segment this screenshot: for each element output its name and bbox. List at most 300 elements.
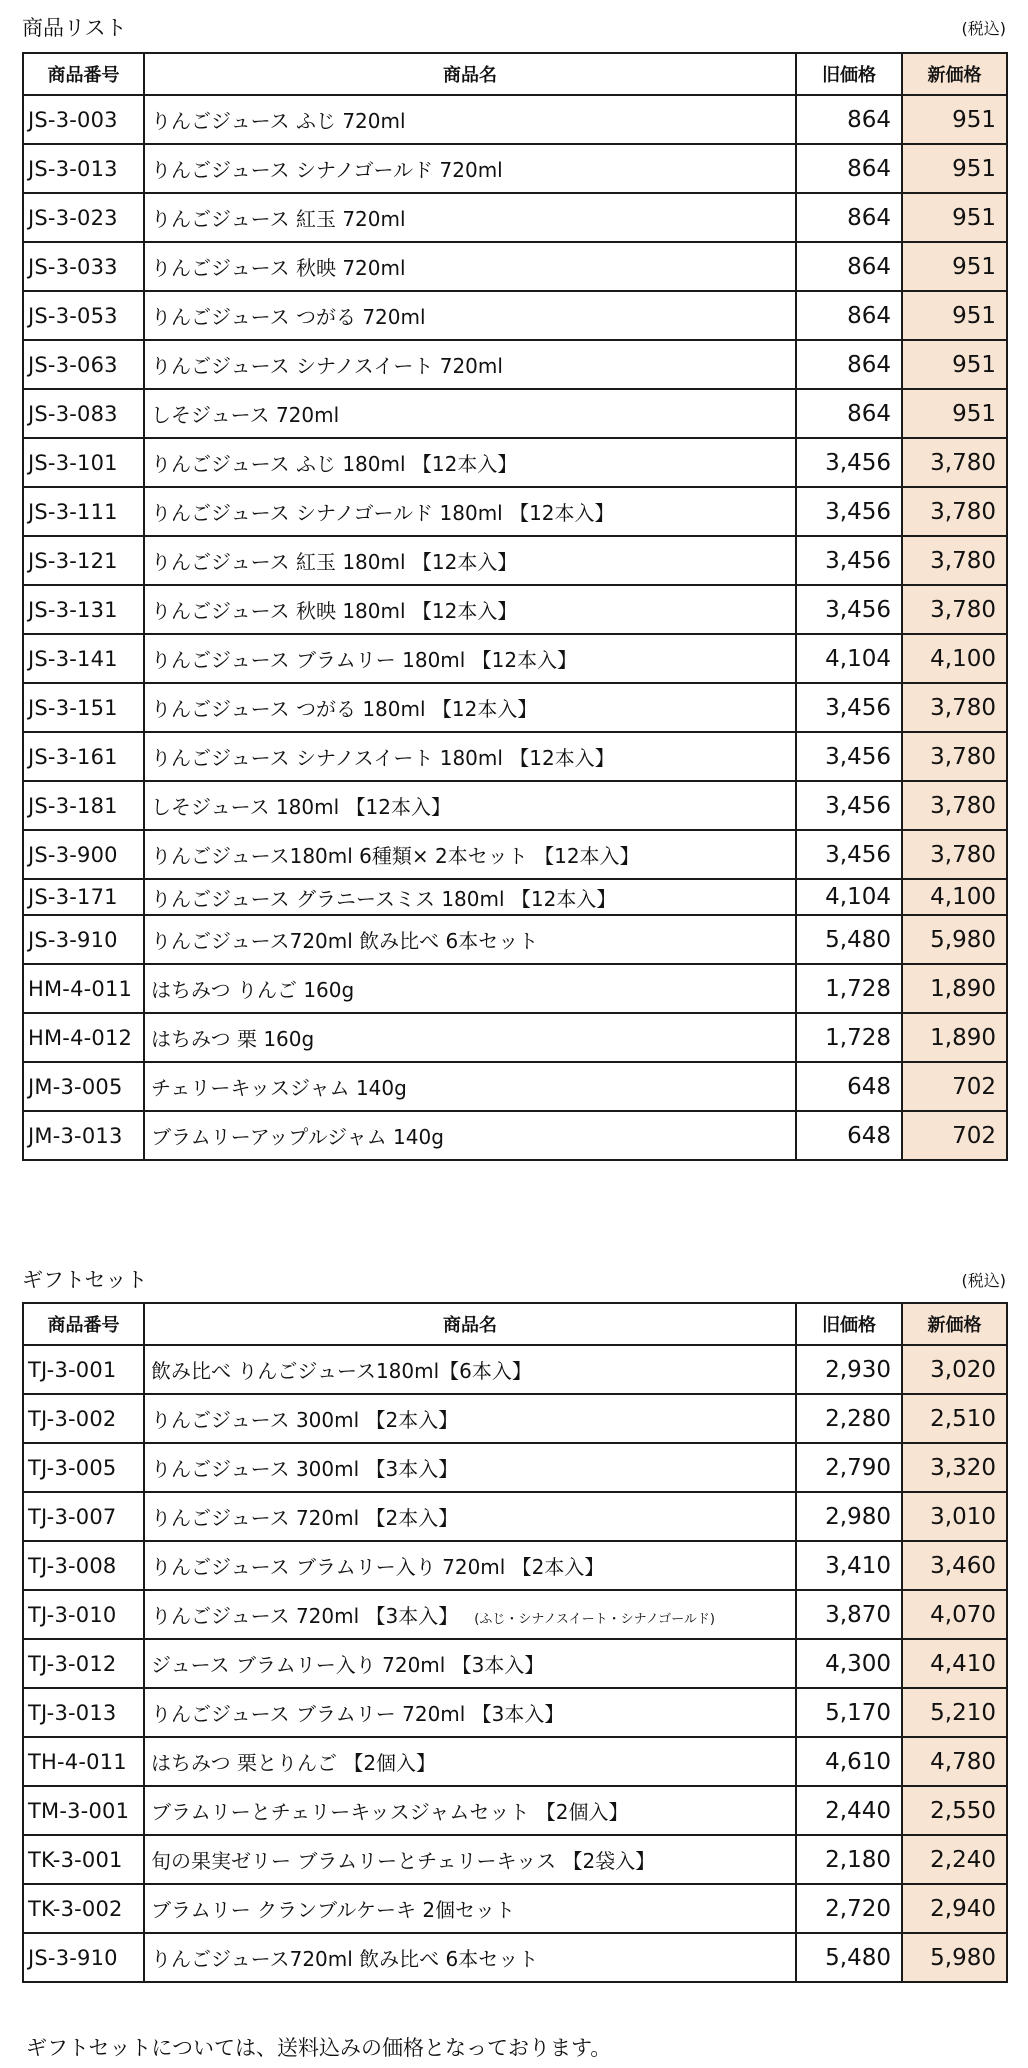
product-name-text: はちみつ 栗 160g [151, 1027, 315, 1051]
old-price-text: 3,456 [825, 449, 891, 476]
old-price-text: 3,456 [825, 498, 891, 525]
product-code-cell [23, 193, 144, 242]
new-price-cell [902, 291, 1007, 340]
new-price-text: 3,780 [930, 449, 996, 476]
new-price-cell [902, 1786, 1007, 1835]
section-title: ギフトセット [22, 1268, 148, 1292]
header-code: 商品番号 [23, 53, 144, 95]
old-price-cell [796, 193, 902, 242]
new-price-text: 2,510 [930, 1405, 996, 1432]
table-row [23, 915, 1007, 964]
old-price-cell [796, 1492, 902, 1541]
product-code-cell [23, 1541, 144, 1590]
product-code-cell [23, 340, 144, 389]
new-price-cell [902, 487, 1007, 536]
product-code-text: JM-3-013 [28, 1123, 123, 1148]
new-price-cell [902, 1835, 1007, 1884]
product-name-cell [144, 1835, 796, 1884]
product-name-cell [144, 1443, 796, 1492]
new-price-cell [902, 1062, 1007, 1111]
new-price-text: 3,780 [930, 841, 996, 868]
old-price-text: 864 [847, 204, 891, 231]
product-name-text: りんごジュース 300ml 【3本入】 [151, 1457, 459, 1481]
table-row [23, 95, 1007, 144]
product-table [22, 52, 1008, 1161]
product-code-cell [23, 879, 144, 915]
product-name-text: りんごジュース180ml 6種類× 2本セット 【12本入】 [151, 844, 640, 868]
new-price-text: 4,100 [930, 884, 996, 910]
old-price-cell [796, 242, 902, 291]
product-name-cell [144, 1590, 796, 1639]
section-title: 商品リスト [22, 16, 127, 40]
product-code-cell [23, 1884, 144, 1933]
product-name-text: しそジュース 180ml 【12本入】 [151, 795, 451, 819]
table-row [23, 1835, 1007, 1884]
new-price-cell [902, 1492, 1007, 1541]
product-code-text: TM-3-001 [28, 1798, 130, 1823]
new-price-text: 3,010 [930, 1503, 996, 1530]
product-code-cell [23, 1345, 144, 1394]
table-row [23, 1394, 1007, 1443]
old-price-text: 3,456 [825, 596, 891, 623]
old-price-cell [796, 1786, 902, 1835]
table-row [23, 732, 1007, 781]
product-name-cell [144, 1688, 796, 1737]
product-name-text: りんごジュース シナノゴールド 180ml 【12本入】 [151, 501, 615, 525]
old-price-cell [796, 536, 902, 585]
old-price-text: 2,980 [825, 1503, 891, 1530]
product-name-text: りんごジュース 紅玉 720ml [151, 207, 406, 231]
product-code-text: TJ-3-012 [28, 1651, 117, 1676]
new-price-text: 951 [952, 302, 996, 329]
new-price-cell [902, 964, 1007, 1013]
product-name-text: 旬の果実ゼリー ブラムリーとチェリーキッス 【2袋入】 [151, 1849, 656, 1873]
old-price-text: 648 [847, 1122, 891, 1149]
product-name-cell [144, 144, 796, 193]
product-code-text: JS-3-900 [28, 842, 118, 867]
product-code-cell [23, 144, 144, 193]
product-code-text: TJ-3-008 [28, 1553, 117, 1578]
new-price-text: 4,070 [930, 1601, 996, 1628]
product-code-cell [23, 536, 144, 585]
product-code-text: JS-3-023 [28, 205, 118, 230]
table-header-row [23, 1303, 1007, 1345]
new-price-cell [902, 1013, 1007, 1062]
old-price-cell [796, 291, 902, 340]
new-price-text: 5,980 [930, 926, 996, 953]
table-row [23, 1492, 1007, 1541]
new-price-text: 3,780 [930, 694, 996, 721]
product-name-cell [144, 1933, 796, 1982]
product-code-text: TJ-3-007 [28, 1504, 117, 1529]
new-price-text: 3,780 [930, 498, 996, 525]
product-code-cell [23, 1835, 144, 1884]
product-name-cell [144, 1394, 796, 1443]
product-code-cell [23, 585, 144, 634]
product-code-cell [23, 830, 144, 879]
new-price-cell [902, 389, 1007, 438]
product-code-cell [23, 781, 144, 830]
table-row [23, 144, 1007, 193]
new-price-cell [902, 915, 1007, 964]
old-price-cell [796, 340, 902, 389]
old-price-cell [796, 144, 902, 193]
new-price-cell [902, 1394, 1007, 1443]
product-code-text: JS-3-033 [28, 254, 118, 279]
old-price-cell [796, 732, 902, 781]
product-code-cell [23, 1590, 144, 1639]
old-price-cell [796, 1688, 902, 1737]
old-price-cell [796, 1443, 902, 1492]
old-price-cell [796, 1111, 902, 1160]
product-name-cell [144, 193, 796, 242]
product-code-text: TJ-3-001 [28, 1357, 117, 1382]
new-price-cell [902, 95, 1007, 144]
old-price-text: 1,728 [825, 975, 891, 1002]
product-code-text: TJ-3-013 [28, 1700, 117, 1725]
product-code-cell [23, 1394, 144, 1443]
product-code-cell [23, 915, 144, 964]
new-price-cell [902, 438, 1007, 487]
old-price-cell [796, 915, 902, 964]
old-price-cell [796, 1345, 902, 1394]
table-row [23, 340, 1007, 389]
product-code-text: HM-4-012 [28, 1025, 133, 1050]
product-name-cell [144, 1013, 796, 1062]
product-name-cell [144, 1639, 796, 1688]
old-price-text: 864 [847, 155, 891, 182]
product-code-text: JS-3-181 [28, 793, 118, 818]
product-name-cell [144, 634, 796, 683]
header-new-price: 新価格 [902, 1303, 1007, 1345]
table-row [23, 487, 1007, 536]
product-name-text: りんごジュース ふじ 720ml [151, 109, 406, 133]
old-price-cell [796, 1013, 902, 1062]
new-price-cell [902, 732, 1007, 781]
product-code-text: HM-4-011 [28, 976, 133, 1001]
table-header-row [23, 53, 1007, 95]
product-code-text: TJ-3-005 [28, 1455, 117, 1480]
product-code-cell [23, 95, 144, 144]
table-row [23, 1884, 1007, 1933]
new-price-cell [902, 683, 1007, 732]
product-code-cell [23, 1111, 144, 1160]
product-code-text: JS-3-141 [28, 646, 118, 671]
product-name-cell [144, 830, 796, 879]
old-price-cell [796, 1639, 902, 1688]
product-name-cell [144, 1345, 796, 1394]
old-price-text: 3,456 [825, 841, 891, 868]
old-price-text: 2,930 [825, 1356, 891, 1383]
table-row [23, 1786, 1007, 1835]
table-row [23, 1590, 1007, 1639]
product-code-cell [23, 389, 144, 438]
product-name-cell [144, 1541, 796, 1590]
product-name-cell [144, 964, 796, 1013]
product-section-header [22, 10, 1006, 44]
product-name-cell [144, 340, 796, 389]
header-name: 商品名 [144, 53, 796, 95]
old-price-cell [796, 683, 902, 732]
product-name-text: りんごジュース ふじ 180ml 【12本入】 [151, 452, 518, 476]
new-price-text: 951 [952, 400, 996, 427]
tax-note: (税込) [961, 18, 1006, 38]
product-name-cell [144, 585, 796, 634]
product-name-cell [144, 879, 796, 915]
table-row [23, 291, 1007, 340]
product-name-cell [144, 1492, 796, 1541]
old-price-cell [796, 1062, 902, 1111]
product-name-text: りんごジュース 720ml 【2本入】 [151, 1506, 459, 1530]
header-old-price: 旧価格 [796, 1303, 902, 1345]
old-price-cell [796, 879, 902, 915]
product-name-text: ジュース ブラムリー入り 720ml 【3本入】 [151, 1653, 545, 1677]
old-price-cell [796, 95, 902, 144]
product-name-text: りんごジュース シナノスイート 720ml [151, 354, 503, 378]
new-price-text: 5,980 [930, 1944, 996, 1971]
old-price-cell [796, 389, 902, 438]
old-price-text: 3,456 [825, 792, 891, 819]
new-price-cell [902, 585, 1007, 634]
table-row [23, 879, 1007, 915]
product-code-cell [23, 964, 144, 1013]
new-price-cell [902, 1590, 1007, 1639]
product-code-cell [23, 1013, 144, 1062]
table-row [23, 585, 1007, 634]
old-price-cell [796, 1590, 902, 1639]
new-price-text: 951 [952, 204, 996, 231]
old-price-text: 4,104 [825, 884, 891, 910]
table-row [23, 1013, 1007, 1062]
product-code-cell [23, 1443, 144, 1492]
old-price-text: 2,790 [825, 1454, 891, 1481]
new-price-cell [902, 193, 1007, 242]
product-name-text: りんごジュース 秋映 720ml [151, 256, 406, 280]
old-price-text: 864 [847, 106, 891, 133]
gift-table [22, 1302, 1008, 1983]
product-code-cell [23, 1786, 144, 1835]
new-price-text: 4,100 [930, 645, 996, 672]
new-price-cell [902, 1345, 1007, 1394]
table-row [23, 1639, 1007, 1688]
variety-note: (ふじ・シナノスイート・シナノゴールド) [474, 1612, 715, 1627]
product-name-text: りんごジュース 秋映 180ml 【12本入】 [151, 599, 518, 623]
new-price-text: 3,780 [930, 743, 996, 770]
product-name-text: はちみつ 栗とりんご 【2個入】 [151, 1751, 437, 1775]
product-name-text: はちみつ りんご 160g [151, 978, 355, 1002]
old-price-text: 3,456 [825, 694, 891, 721]
new-price-text: 951 [952, 351, 996, 378]
product-code-text: TJ-3-010 [28, 1602, 117, 1627]
old-price-text: 2,720 [825, 1895, 891, 1922]
old-price-cell [796, 487, 902, 536]
old-price-text: 4,104 [825, 645, 891, 672]
table-row [23, 1737, 1007, 1786]
product-name-cell [144, 487, 796, 536]
product-code-text: JS-3-121 [28, 548, 118, 573]
new-price-text: 4,780 [930, 1748, 996, 1775]
product-name-text: りんごジュース720ml 飲み比べ 6本セット [151, 929, 539, 953]
old-price-cell [796, 781, 902, 830]
old-price-text: 5,480 [825, 1944, 891, 1971]
old-price-cell [796, 830, 902, 879]
product-code-cell [23, 1688, 144, 1737]
product-code-text: TH-4-011 [28, 1749, 127, 1774]
old-price-text: 2,280 [825, 1405, 891, 1432]
new-price-text: 951 [952, 155, 996, 182]
new-price-cell [902, 634, 1007, 683]
table-row [23, 1345, 1007, 1394]
new-price-text: 1,890 [930, 975, 996, 1002]
new-price-cell [902, 1443, 1007, 1492]
product-name-text: ブラムリーアップルジャム 140g [151, 1125, 444, 1149]
old-price-text: 3,870 [825, 1601, 891, 1628]
new-price-cell [902, 879, 1007, 915]
new-price-text: 3,020 [930, 1356, 996, 1383]
product-name-cell [144, 1062, 796, 1111]
product-code-cell [23, 1062, 144, 1111]
old-price-text: 1,728 [825, 1024, 891, 1051]
product-name-text: チェリーキッスジャム 140g [151, 1076, 407, 1100]
new-price-cell [902, 781, 1007, 830]
product-code-cell [23, 732, 144, 781]
table-row [23, 1688, 1007, 1737]
old-price-text: 5,480 [825, 926, 891, 953]
new-price-cell [902, 144, 1007, 193]
product-code-text: JS-3-063 [28, 352, 118, 377]
new-price-text: 3,780 [930, 792, 996, 819]
product-name-cell [144, 95, 796, 144]
new-price-cell [902, 242, 1007, 291]
table-row [23, 536, 1007, 585]
header-new-price: 新価格 [902, 53, 1007, 95]
gift-section-header [22, 1262, 1006, 1296]
old-price-text: 864 [847, 253, 891, 280]
new-price-cell [902, 1639, 1007, 1688]
product-name-cell [144, 1111, 796, 1160]
header-code: 商品番号 [23, 1303, 144, 1345]
old-price-text: 4,300 [825, 1650, 891, 1677]
table-row [23, 1062, 1007, 1111]
table-row [23, 1111, 1007, 1160]
table-row [23, 830, 1007, 879]
product-code-text: JS-3-083 [28, 401, 118, 426]
product-name-cell [144, 1786, 796, 1835]
old-price-cell [796, 634, 902, 683]
product-code-cell [23, 1933, 144, 1982]
old-price-text: 4,610 [825, 1748, 891, 1775]
old-price-cell [796, 438, 902, 487]
product-name-text: りんごジュース ブラムリー 180ml 【12本入】 [151, 648, 578, 672]
old-price-cell [796, 1737, 902, 1786]
product-name-text: りんごジュース シナノスイート 180ml 【12本入】 [151, 746, 615, 770]
product-code-cell [23, 634, 144, 683]
table-row [23, 242, 1007, 291]
table-row [23, 193, 1007, 242]
product-name-text: りんごジュース つがる 720ml [151, 305, 426, 329]
product-name-text: 飲み比べ りんごジュース180ml【6本入】 [151, 1359, 532, 1383]
product-code-cell [23, 487, 144, 536]
old-price-cell [796, 1835, 902, 1884]
old-price-text: 864 [847, 351, 891, 378]
new-price-text: 2,240 [930, 1846, 996, 1873]
new-price-text: 5,210 [930, 1699, 996, 1726]
product-code-text: JS-3-111 [28, 499, 118, 524]
product-code-cell [23, 438, 144, 487]
product-code-text: TK-3-002 [28, 1896, 123, 1921]
product-name-cell [144, 242, 796, 291]
new-price-cell [902, 1933, 1007, 1982]
old-price-text: 864 [847, 400, 891, 427]
new-price-text: 4,410 [930, 1650, 996, 1677]
new-price-text: 951 [952, 253, 996, 280]
header-old-price: 旧価格 [796, 53, 902, 95]
product-name-cell [144, 1884, 796, 1933]
new-price-text: 2,940 [930, 1895, 996, 1922]
product-code-text: TK-3-001 [28, 1847, 123, 1872]
tax-note: (税込) [961, 1270, 1006, 1290]
product-code-cell [23, 291, 144, 340]
old-price-cell [796, 1884, 902, 1933]
new-price-cell [902, 830, 1007, 879]
product-name-cell [144, 1737, 796, 1786]
new-price-cell [902, 1884, 1007, 1933]
new-price-cell [902, 1688, 1007, 1737]
product-code-text: JS-3-053 [28, 303, 118, 328]
old-price-text: 5,170 [825, 1699, 891, 1726]
product-name-cell [144, 536, 796, 585]
product-name-text: りんごジュース720ml 飲み比べ 6本セット [151, 1947, 539, 1971]
old-price-text: 3,456 [825, 547, 891, 574]
old-price-text: 648 [847, 1073, 891, 1100]
new-price-text: 3,780 [930, 547, 996, 574]
product-name-text: りんごジュース ブラムリー 720ml 【3本入】 [151, 1702, 565, 1726]
product-name-text: りんごジュース グラニースミス 180ml 【12本入】 [151, 886, 617, 911]
product-code-text: JS-3-171 [28, 885, 118, 909]
product-code-text: JM-3-005 [28, 1074, 123, 1099]
product-code-text: JS-3-013 [28, 156, 118, 181]
new-price-text: 1,890 [930, 1024, 996, 1051]
new-price-text: 951 [952, 106, 996, 133]
product-code-cell [23, 683, 144, 732]
product-name-text: ブラムリー クランブルケーキ 2個セット [151, 1898, 516, 1922]
new-price-text: 702 [952, 1122, 996, 1149]
new-price-cell [902, 1737, 1007, 1786]
table-row [23, 781, 1007, 830]
product-code-text: JS-3-101 [28, 450, 118, 475]
new-price-cell [902, 1541, 1007, 1590]
product-code-cell [23, 1737, 144, 1786]
table-row [23, 1933, 1007, 1982]
product-code-text: JS-3-161 [28, 744, 118, 769]
product-name-cell [144, 389, 796, 438]
product-name-text: りんごジュース ブラムリー入り 720ml 【2本入】 [151, 1555, 605, 1579]
product-code-cell [23, 242, 144, 291]
table-row [23, 1541, 1007, 1590]
old-price-cell [796, 1541, 902, 1590]
product-name-text: りんごジュース つがる 180ml 【12本入】 [151, 697, 538, 721]
product-name-cell [144, 438, 796, 487]
header-name: 商品名 [144, 1303, 796, 1345]
old-price-cell [796, 1933, 902, 1982]
product-code-cell [23, 1492, 144, 1541]
new-price-text: 3,460 [930, 1552, 996, 1579]
table-row [23, 1443, 1007, 1492]
old-price-text: 864 [847, 302, 891, 329]
product-code-cell [23, 1639, 144, 1688]
old-price-text: 3,410 [825, 1552, 891, 1579]
product-code-text: JS-3-151 [28, 695, 118, 720]
